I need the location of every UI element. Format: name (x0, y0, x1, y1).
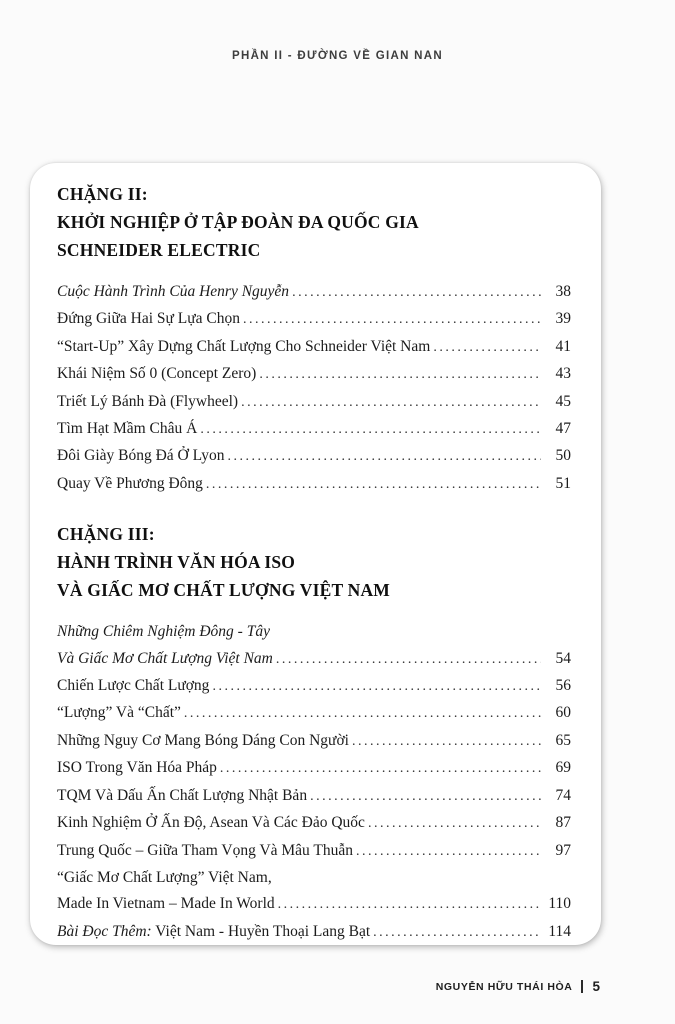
section-heading-line: CHẶNG II: (57, 184, 148, 204)
toc-dots-leader (241, 389, 541, 416)
toc-entry (57, 471, 571, 498)
toc-entry-line2 (57, 646, 571, 673)
toc-entry-line2 (57, 891, 571, 918)
toc-entry-page: 39 (555, 310, 571, 328)
toc-entry-page: 54 (555, 649, 571, 667)
toc-dots-leader (206, 471, 541, 498)
toc-dots-leader (243, 306, 541, 333)
toc-entry-page: 69 (555, 759, 571, 777)
toc-entry (57, 783, 571, 810)
toc-entry (57, 728, 571, 755)
toc-entry-title: Những Nguy Cơ Mang Bóng Dáng Con Người (57, 731, 349, 749)
toc-entry-title: “Lượng” Và “Chất” (57, 704, 181, 722)
toc-dots-leader (292, 279, 541, 306)
section-heading-line: VÀ GIẤC MƠ CHẤT LƯỢNG VIỆT NAM (57, 580, 391, 601)
toc-dots-leader (220, 755, 541, 782)
toc-entry-page: 87 (555, 814, 571, 832)
section-heading-chang-3 (57, 520, 571, 604)
toc-dots-leader (433, 334, 541, 361)
section-heading-chang-2 (57, 180, 571, 264)
toc-entry-page: 97 (555, 841, 571, 859)
toc-entry-title: TQM Và Dấu Ấn Chất Lượng Nhật Bản (57, 786, 308, 804)
toc-dots-leader (278, 891, 541, 918)
toc-entry-page: 65 (555, 731, 571, 749)
toc-entry-title-prefix: Bài Đọc Thêm: (57, 922, 152, 940)
toc-entries-chang-3 (57, 619, 571, 946)
toc-entry (57, 443, 571, 470)
toc-entry-page: 47 (555, 420, 571, 438)
toc-entry-title: Đôi Giày Bóng Đá Ở Lyon (57, 447, 225, 465)
toc-entry (57, 810, 571, 837)
toc-entry-title: Quay Về Phương Đông (57, 474, 203, 492)
toc-entry-title: Trung Quốc – Giữa Tham Vọng Và Mâu Thuẫn (57, 841, 353, 859)
section-heading-line: KHỞI NGHIỆP Ở TẬP ĐOÀN ĐA QUỐC GIA (57, 212, 419, 232)
toc-entry (57, 334, 571, 361)
toc-entry-title: ISO Trong Văn Hóa Pháp (57, 759, 217, 777)
toc-entry (57, 673, 571, 700)
toc-entry (57, 279, 571, 306)
toc-entry-title: Kinh Nghiệm Ở Ấn Độ, Asean Và Các Đảo Quốc (57, 814, 365, 832)
toc-entry (57, 865, 571, 919)
toc-entry-title (57, 919, 370, 945)
toc-entry-page: 60 (555, 704, 571, 722)
toc-entry (57, 700, 571, 727)
toc-entry-title: Cuộc Hành Trình Của Henry Nguyễn (57, 283, 290, 300)
toc-entry-title: Và Giấc Mơ Chất Lượng Việt Nam (57, 649, 273, 667)
toc-entry-title: Tìm Hạt Mầm Châu Á (57, 420, 198, 438)
toc-entry-page: 110 (548, 895, 571, 913)
toc-dots-leader (184, 700, 541, 727)
running-header: PHẦN II - ĐƯỜNG VỀ GIAN NAN (232, 50, 443, 62)
book-page (30, 163, 601, 945)
toc-entry-page: 41 (555, 337, 571, 355)
toc-entry-page: 50 (555, 447, 571, 465)
toc-entry-title: Khái Niệm Số 0 (Concept Zero) (57, 365, 257, 383)
toc-entry-title-line1: Những Chiêm Nghiệm Đông - Tây (57, 623, 270, 641)
toc-entry (57, 416, 571, 443)
toc-entry-title: Triết Lý Bánh Đà (Flywheel) (57, 392, 239, 410)
toc-entry-page: 56 (555, 677, 571, 695)
toc-dots-leader (310, 783, 541, 810)
toc-dots-leader (200, 416, 541, 443)
toc-dots-leader (259, 361, 541, 388)
toc-entry (57, 755, 571, 782)
toc-dots-leader (373, 919, 541, 946)
toc-entry-title: Chiến Lược Chất Lượng (57, 677, 210, 695)
toc-dots-leader (212, 673, 541, 700)
toc-entry-title: Đứng Giữa Hai Sự Lựa Chọn (57, 310, 240, 328)
toc-entry (57, 619, 571, 673)
toc-entry (57, 389, 571, 416)
toc-entry-title-line1: “Giấc Mơ Chất Lượng” Việt Nam, (57, 868, 272, 886)
toc-dots-leader (276, 646, 541, 673)
section-heading-line: HÀNH TRÌNH VĂN HÓA ISO (57, 552, 296, 573)
toc-entry (57, 361, 571, 388)
toc-entries-chang-2 (57, 279, 571, 498)
footer-separator (581, 980, 583, 993)
footer-author: NGUYỄN HỮU THÁI HÒA (435, 980, 573, 993)
toc-entry-page: 74 (555, 786, 571, 804)
toc-entry-title: Made In Vietnam – Made In World (57, 895, 275, 913)
toc-entry-title-rest: Việt Nam - Huyền Thoại Lang Bạt (151, 922, 371, 940)
toc-entry-page: 51 (555, 474, 571, 492)
toc-entry-page: 43 (555, 365, 571, 383)
toc-entry-title: “Start-Up” Xây Dựng Chất Lượng Cho Schneider Việt Nam (57, 337, 431, 355)
section-heading-line: CHẶNG III: (57, 524, 155, 545)
toc-dots-leader (356, 838, 541, 865)
toc-entry-page: 38 (555, 283, 571, 300)
toc-entry-page: 45 (555, 392, 571, 410)
footer-page-number: 5 (592, 979, 600, 994)
toc-entry (57, 306, 571, 333)
toc-dots-leader (368, 810, 541, 837)
section-heading-line: SCHNEIDER ELECTRIC (57, 240, 261, 260)
toc-entry-page: 114 (548, 922, 571, 940)
toc-dots-leader (227, 443, 541, 470)
toc-dots-leader (352, 728, 541, 755)
toc-entry (57, 919, 571, 946)
toc-entry (57, 838, 571, 865)
page-footer (436, 979, 600, 994)
